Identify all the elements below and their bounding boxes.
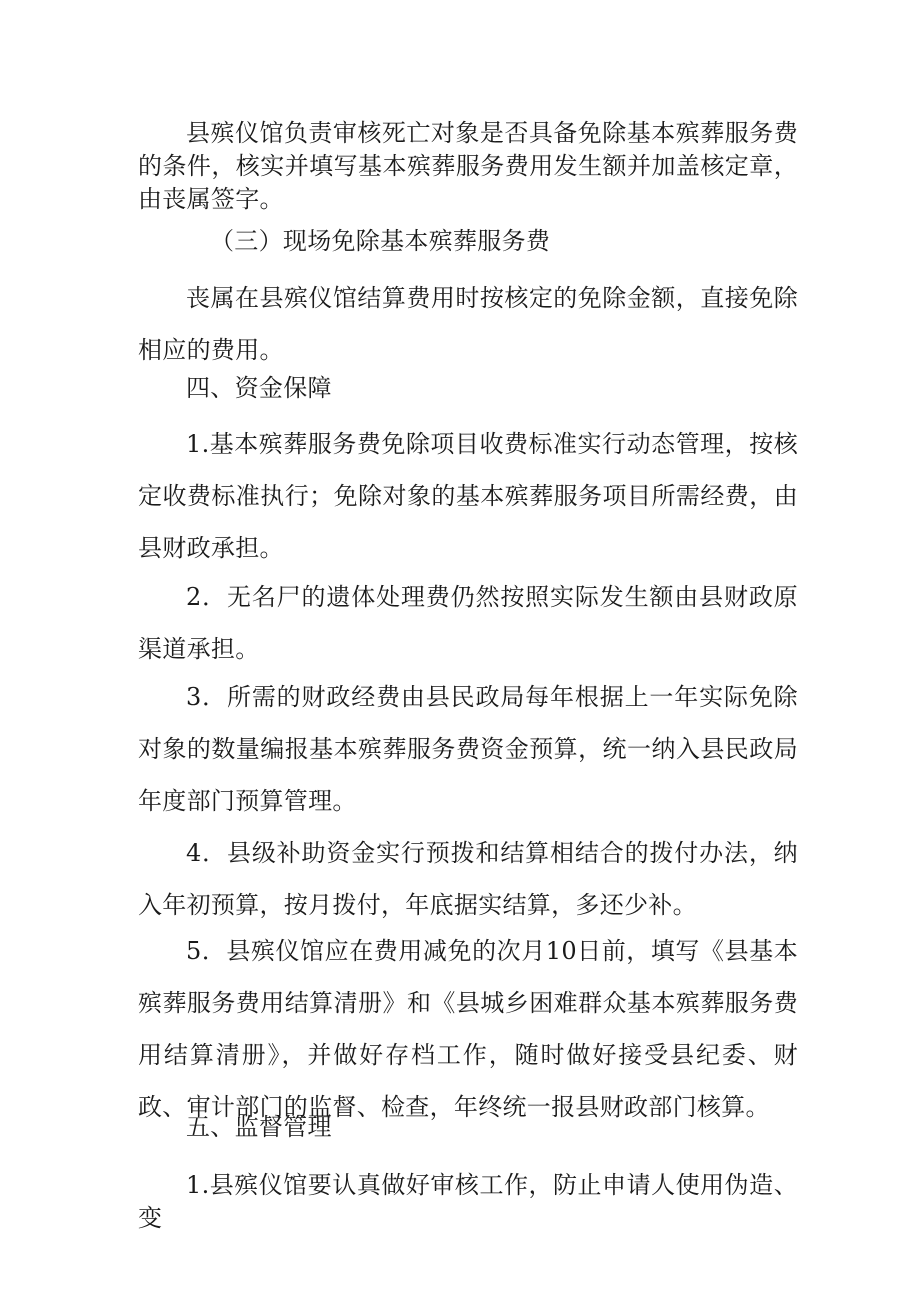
heading-funding: 四、资金保障 xyxy=(186,374,332,402)
paragraph-supervision-1: 1.县殡仪馆要认真做好审核工作，防止申请人使用伪造、变 xyxy=(138,1171,798,1232)
paragraph-review-conditions: 县殡仪馆负责审核死亡对象是否具备免除基本殡葬服务费的条件，核实并填写基本殡葬服务费用发生额并加盖核定章，由丧属签字。 xyxy=(138,119,798,213)
paragraph-funding-4: 4．县级补助资金实行预拨和结算相结合的拨付办法，纳入年初预算，按月拨付，年底据实结算，多还少补。 xyxy=(138,839,798,919)
paragraph-funding-2: 2．无名尸的遗体处理费仍然按照实际发生额由县财政原渠道承担。 xyxy=(138,583,798,663)
paragraph-funding-1: 1.基本殡葬服务费免除项目收费标准实行动态管理，按核定收费标准执行；免除对象的基本殡葬服务项目所需经费，由县财政承担。 xyxy=(138,430,798,562)
heading-supervision: 五、监督管理 xyxy=(186,1113,332,1141)
paragraph-onsite-exemption: 丧属在县殡仪馆结算费用时按核定的免除金额，直接免除相应的费用。 xyxy=(138,284,798,364)
subheading-onsite-exemption: （三）现场免除基本殡葬服务费 xyxy=(210,227,551,255)
paragraph-funding-3: 3．所需的财政经费由县民政局每年根据上一年实际免除对象的数量编报基本殡葬服务费资金预算，统一纳入县民政局年度部门预算管理。 xyxy=(138,683,798,815)
paragraph-funding-5: 5．县殡仪馆应在费用减免的次月10日前，填写《县基本殡葬服务费用结算清册》和《县城乡困难群众基本殡葬服务费用结算清册》，并做好存档工作，随时做好接受县纪委、财政、审计部门的监督、检查，年终统一报县财政部门核算。 xyxy=(138,937,798,1121)
